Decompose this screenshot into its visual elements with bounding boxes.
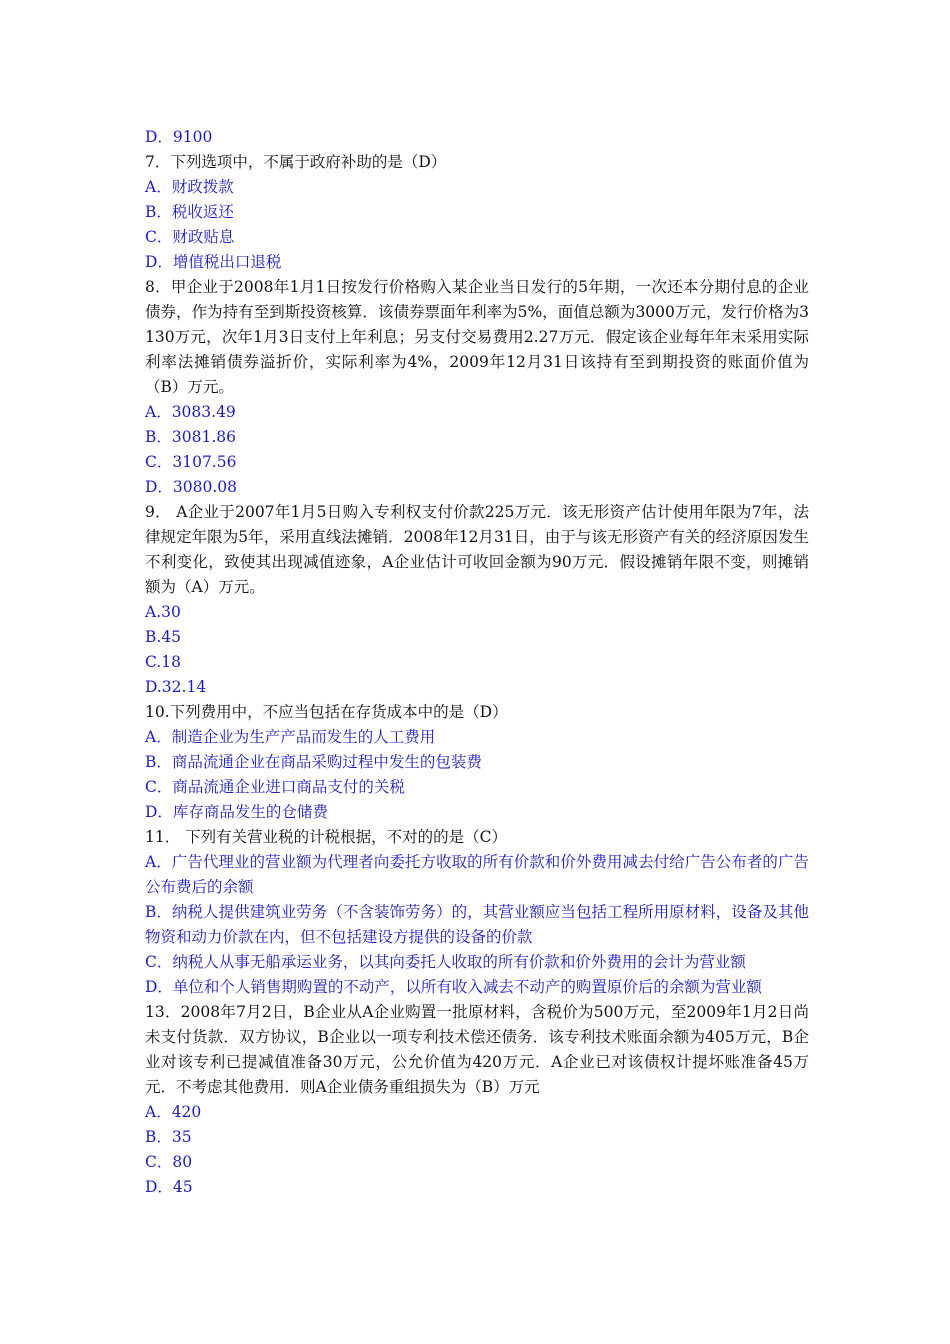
question-stem: 13．2008年7月2日，B企业从A企业购置一批原材料，含税价为500万元，至2009年1月2日尚未支付货款．双方协议，B企业以一项专利技术偿还债务．该专利技术账面余额为405万元，B企业对该专利已提减值准备30万元，公允价值为420万元．A企业已对该债权计提坏账准备45万元．不考虑其他费用．则A企业债务重组损失为（B）万元 [145, 1003, 809, 1096]
question-7 [145, 150, 809, 275]
option-b: B．3081.86 [145, 428, 236, 446]
question-8 [145, 275, 809, 500]
question-stem: 9． A企业于2007年1月5日购入专利权支付价款225万元．该无形资产估计使用年限为7年，法律规定年限为5年，采用直线法摊销．2008年12月31日，由于与该无形资产有关的经济原因发生不利变化，致使其出现减值迹象，A企业估计可收回金额为90万元．假设摊销年限不变，则摊销额为（A）万元。 [145, 503, 809, 596]
option-d: D．增值税出口退税 [145, 253, 282, 271]
question-stem: 8．甲企业于2008年1月1日按发行价格购入某企业当日发行的5年期，一次还本分期付息的企业债券，作为持有至到斯投资核算．该债券票面年利率为5%，面值总额为3000万元，发行价格为3130万元，次年1月3日支付上年利息；另支付交易费用2.27万元．假定该企业每年年末采用实际利率法摊销债券溢折价，实际利率为4%，2009年12月31日该持有至到期投资的账面价值为（B）万元。 [145, 278, 809, 396]
option-b: B．35 [145, 1128, 192, 1146]
question-stem: 10.下列费用中，不应当包括在存货成本中的是（D） [145, 703, 508, 721]
option-d: D．单位和个人销售期购置的不动产，以所有收入减去不动产的购置原价后的余额为营业额 [145, 978, 762, 996]
option-a: A.30 [145, 603, 181, 621]
option-d: D．3080.08 [145, 478, 238, 496]
question-11 [145, 825, 809, 1000]
option-a: A．420 [145, 1103, 202, 1121]
question-stem: 7．下列选项中，不属于政府补助的是（D） [145, 153, 447, 171]
option-c: C．财政贴息 [145, 228, 235, 246]
option-d: D．45 [145, 1178, 193, 1196]
option-d: D．库存商品发生的仓储费 [145, 803, 328, 821]
option-c: C．3107.56 [145, 453, 237, 471]
option-c: C．纳税人从事无船承运业务，以其向委托人收取的所有价款和价外费用的会计为营业额 [145, 953, 746, 971]
option-c: C.18 [145, 653, 181, 671]
option-c: C．商品流通企业进口商品支付的关税 [145, 778, 405, 796]
option-b: B．纳税人提供建筑业劳务（不含装饰劳务）的，其营业额应当包括工程所用原材料，设备及其他物资和动力价款在内，但不包括建设方提供的设备的价款 [145, 903, 809, 946]
option-b: B.45 [145, 628, 182, 646]
question-13 [145, 1000, 809, 1200]
option-b: B．税收返还 [145, 203, 234, 221]
question-9 [145, 500, 809, 700]
option-a: A．财政拨款 [145, 178, 234, 196]
option-d: D.32.14 [145, 678, 207, 696]
option-a: A．制造企业为生产产品而发生的人工费用 [145, 728, 436, 746]
document-page [145, 125, 809, 1200]
option-c: C．80 [145, 1153, 193, 1171]
question-10 [145, 700, 809, 825]
question-stem: 11． 下列有关营业税的计税根据，不对的的是（C） [145, 828, 508, 846]
option-d-9100: D．9100 [145, 128, 213, 146]
option-b: B．商品流通企业在商品采购过程中发生的包装费 [145, 753, 482, 771]
option-a: A．广告代理业的营业额为代理者向委托方收取的所有价款和价外费用减去付给广告公布者的广告公布费后的余额 [145, 853, 809, 896]
option-a: A．3083.49 [145, 403, 236, 421]
